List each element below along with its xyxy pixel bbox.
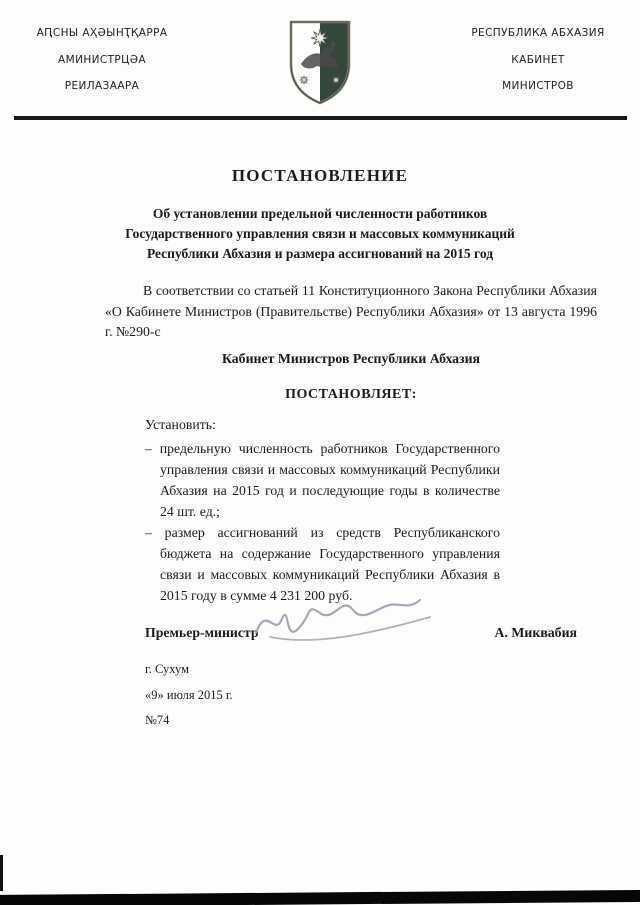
footer-place: г. Сухум	[145, 662, 190, 676]
footer-number: №74	[145, 713, 170, 727]
document-subject	[70, 204, 570, 264]
signature-autograph	[248, 583, 443, 657]
scan-artifact-bottom-edge	[0, 890, 640, 905]
letterhead-left-line-1: АԤСНЫ АҲӘЫНҬҚАРРА	[36, 27, 168, 39]
signatory-title: Премьер-министр	[145, 625, 259, 640]
subject-line-1: Об установлении предельной численности работников	[152, 206, 488, 221]
decree-items	[145, 438, 500, 606]
decree-item-1: – предельную численность работников Государственного управления связи и массовых коммуникаций Республики Абхазия на 2015 год и последующие годы в количестве 24 шт. ед.;	[145, 441, 500, 519]
issuing-authority-line: Кабинет Министров Республики Абхазия	[221, 351, 481, 366]
letterhead-right-russian	[448, 20, 628, 100]
small-star-left	[300, 76, 309, 85]
large-star	[311, 29, 329, 47]
horseman-head	[331, 42, 336, 47]
preamble-paragraph: В соответствии со статьей 11 Конституционного Закона Республики Абхазия «О Кабинете Министров (Правительстве) Республики Абхазия» от 13 августа 1996 г. №290-с	[105, 283, 597, 339]
footer-block	[145, 657, 233, 734]
decree-item-2: – размер ассигнований из средств Республиканского бюджета на содержание Государственного управления связи и массовых коммуникаций Республики Абхазия в 2015 году в сумме 4 231 200 руб.	[145, 525, 500, 603]
signature-icon	[248, 583, 443, 657]
scan-artifact-left-edge	[0, 855, 3, 891]
letterhead-left-abkhaz	[12, 20, 192, 100]
document-type-title: ПОСТАНОВЛЕНИЕ	[231, 166, 409, 185]
letterhead-left-line-3: РЕИЛАЗААРА	[64, 80, 140, 92]
signatory-name: А. Миквабия	[494, 625, 577, 640]
small-star-right	[332, 76, 341, 85]
resolution-word: ПОСТАНОВЛЯЕТ:	[285, 387, 417, 402]
order-lead: Установить:	[145, 417, 216, 432]
letterhead-left-line-2: АМИНИСТРЦӘА	[58, 53, 146, 66]
letterhead-right-line-1: РЕСПУБЛИКА АБХАЗИЯ	[471, 27, 605, 39]
coat-of-arms	[287, 15, 353, 107]
letterhead-divider-rule	[14, 116, 627, 120]
footer-date: «9» июля 2015 г.	[145, 687, 233, 702]
subject-line-2: Государственного управления связи и массовых коммуникаций	[125, 226, 515, 241]
coat-of-arms-icon	[287, 15, 353, 107]
subject-line-3: Республики Абхазия и размера ассигнований на 2015 год	[146, 246, 494, 261]
letterhead-right-line-2: КАБИНЕТ	[511, 53, 565, 66]
letterhead-right-line-3: МИНИСТРОВ	[502, 80, 574, 92]
